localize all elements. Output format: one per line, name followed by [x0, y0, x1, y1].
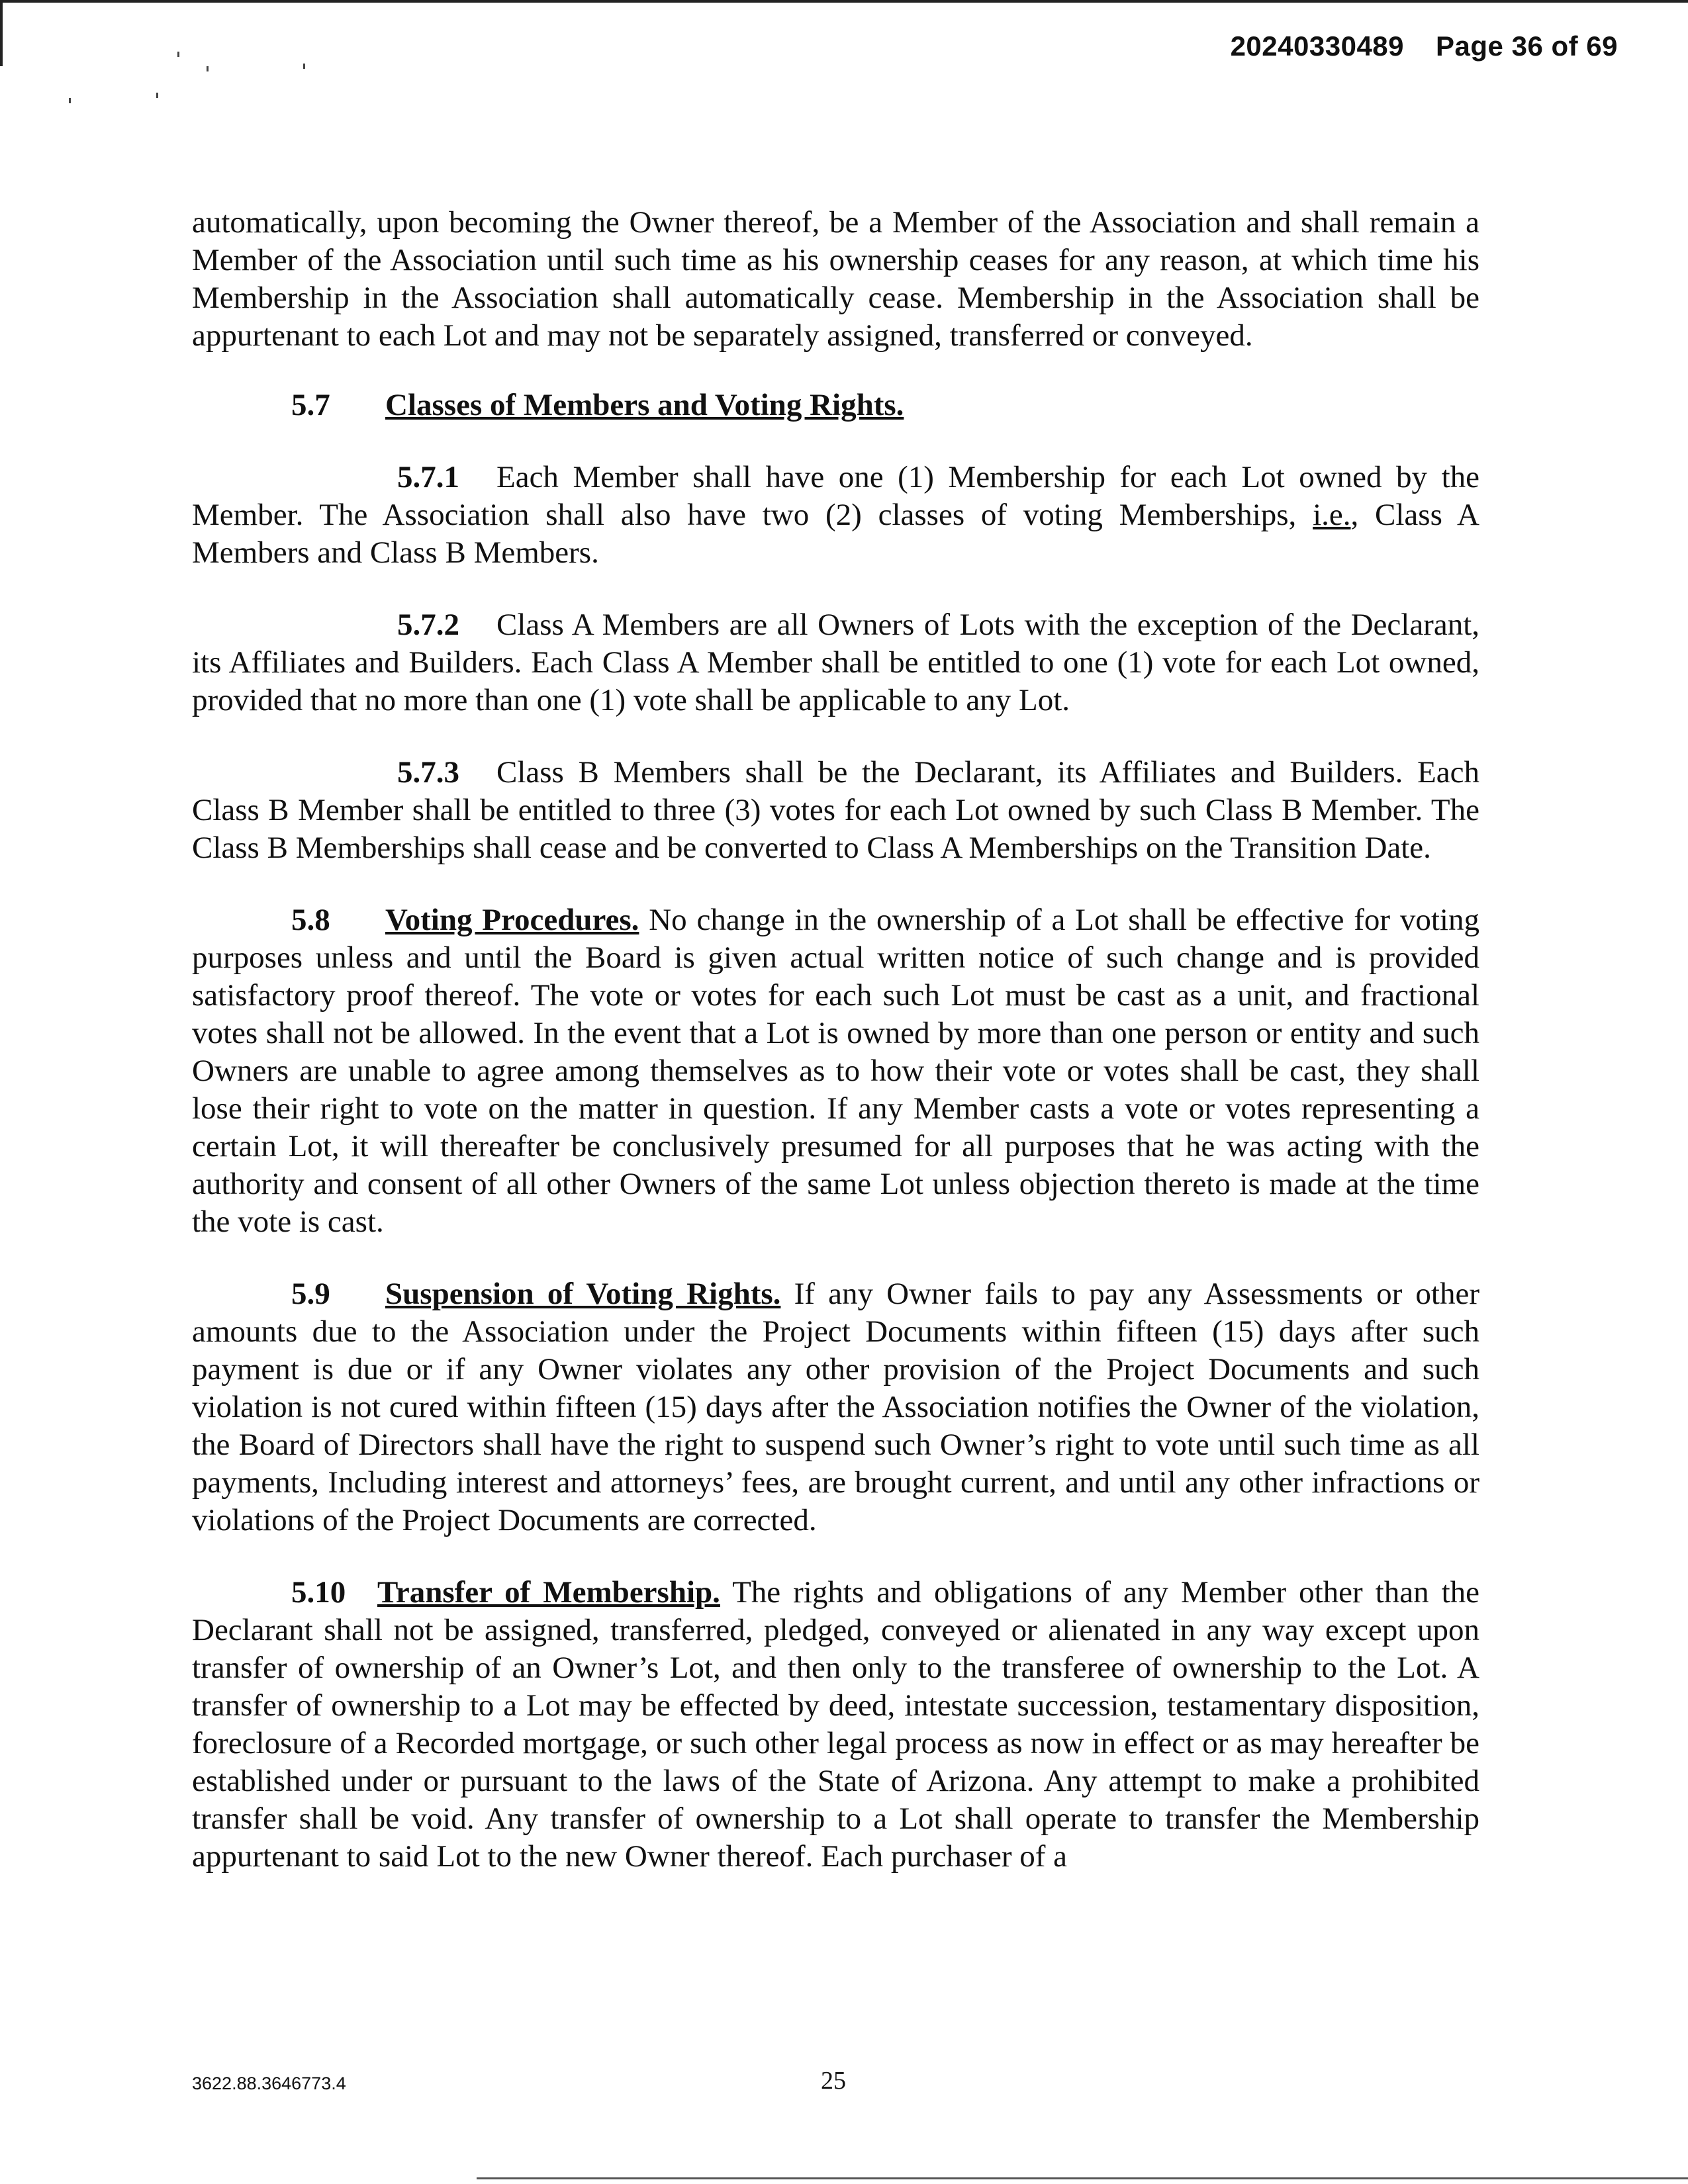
abbreviation-ie: i.e. [1313, 498, 1351, 532]
section-text: Class A Members are all Owners of Lots with the exception of the Declarant, its Affiliates and Builders. Each Class A Member shall be entitled to one (1) vote for each Lot owned, provided that no more than one (1) vote shall be applicable to any Lot. [192, 608, 1479, 717]
section-title: Transfer of Membership. [377, 1575, 720, 1610]
section-number: 5.7.3 [397, 755, 459, 790]
continuation-paragraph: automatically, upon becoming the Owner thereof, be a Member of the Association and shall remain a Member of the Association until such time as his ownership ceases for any reason, at which time his Membership in the Association shall automatically cease. Membership in the Association shall be appurtenant to each Lot and may not be separately assigned, transferred or conveyed. [192, 205, 1479, 353]
section-title: Voting Procedures. [385, 903, 639, 937]
section-5-7-1 [192, 459, 1479, 572]
page-border-bottom [477, 2177, 1688, 2179]
section-text: , Class A Members and Class B Members. [192, 498, 1479, 570]
scan-speck [207, 66, 209, 71]
scan-speck [177, 52, 179, 57]
scan-speck [303, 64, 305, 69]
section-number: 5.8 [291, 903, 330, 937]
section-text: If any Owner fails to pay any Assessments or other amounts due to the Association under the Project Documents within fifteen (15) days after such payment is due or if any Owner violates any other provision of the Project Documents and such violation is not cured within fifteen (15) days after the Association notifies the Owner of the violation, the Board of Directors shall have the right to suspend such Owner’s right to vote until such time as all payments, Including interest and attorneys’ fees, are brought current, and until any other infractions or violations of the Project Documents are corrected. [192, 1277, 1480, 1537]
section-text: Each Member shall have one (1) Membership for each Lot owned by the Member. The Association shall also have two (2) classes of voting Memberships, [192, 460, 1479, 532]
section-title: Suspension of Voting Rights. [385, 1277, 781, 1311]
scan-speck [156, 93, 158, 98]
section-number: 5.7 [291, 388, 330, 422]
page-border-left [0, 0, 3, 66]
section-5-10 [192, 1574, 1479, 1876]
section-number: 5.7.2 [397, 608, 459, 642]
section-text: No change in the ownership of a Lot shall be effective for voting purposes unless and until the Board is given actual written notice of such change and is provided satisfactory proof thereof. The vote or votes for each such Lot must be cast as a unit, and fractional votes shall not be allowed. In the event that a Lot is owned by more than one person or entity and such Owners are unable to agree among themselves as to how their vote or votes shall be cast, they shall lose their right to vote on the matter in question. If any Member casts a vote or votes representing a certain Lot, it will thereafter be conclusively presumed for all purposes that he was acting with the authority and consent of all other Owners of the same Lot unless objection thereto is made at the time the vote is cast. [192, 903, 1479, 1239]
section-5-9 [192, 1275, 1479, 1539]
section-5-7-2 [192, 606, 1479, 719]
recording-number: 20240330489 [1230, 30, 1405, 62]
section-number: 5.10 [291, 1575, 346, 1610]
page-border-top [0, 0, 1688, 3]
section-5-8 [192, 901, 1479, 1241]
section-number: 5.9 [291, 1277, 330, 1311]
section-5-7-3 [192, 754, 1479, 867]
section-text: The rights and obligations of any Member other than the Declarant shall not be assigned, transferred, pledged, conveyed or alienated in any way except upon transfer of ownership of an Owner’s Lot, and then only to the transferee of ownership to the Lot. A transfer of ownership to a Lot may be effected by deed, intestate succession, testamentary disposition, foreclosure of a Recorded mortgage, or such other legal process as now in effect or as may hereafter be established under or pursuant to the laws of the State of Arizona. Any attempt to make a prohibited transfer shall be void. Any transfer of ownership to a Lot shall operate to transfer the Membership appurtenant to said Lot to the new Owner thereof. Each purchaser of a [192, 1575, 1480, 1874]
document-body [192, 204, 1479, 1910]
section-text: Class B Members shall be the Declarant, its Affiliates and Builders. Each Class B Member shall be entitled to three (3) votes for each Lot owned by such Class B Member. The Class B Memberships shall cease and be converted to Class A Memberships on the Transition Date. [192, 755, 1479, 865]
section-5-7-heading [192, 387, 1479, 424]
recording-header [1231, 30, 1618, 62]
section-title: Classes of Members and Voting Rights. [385, 388, 904, 422]
page-count-label: Page 36 of 69 [1436, 30, 1618, 62]
section-number: 5.7.1 [397, 460, 459, 494]
scan-speck [69, 98, 71, 103]
footer-page-number: 25 [821, 2067, 846, 2095]
footer-document-id: 3622.88.3646773.4 [192, 2073, 346, 2093]
